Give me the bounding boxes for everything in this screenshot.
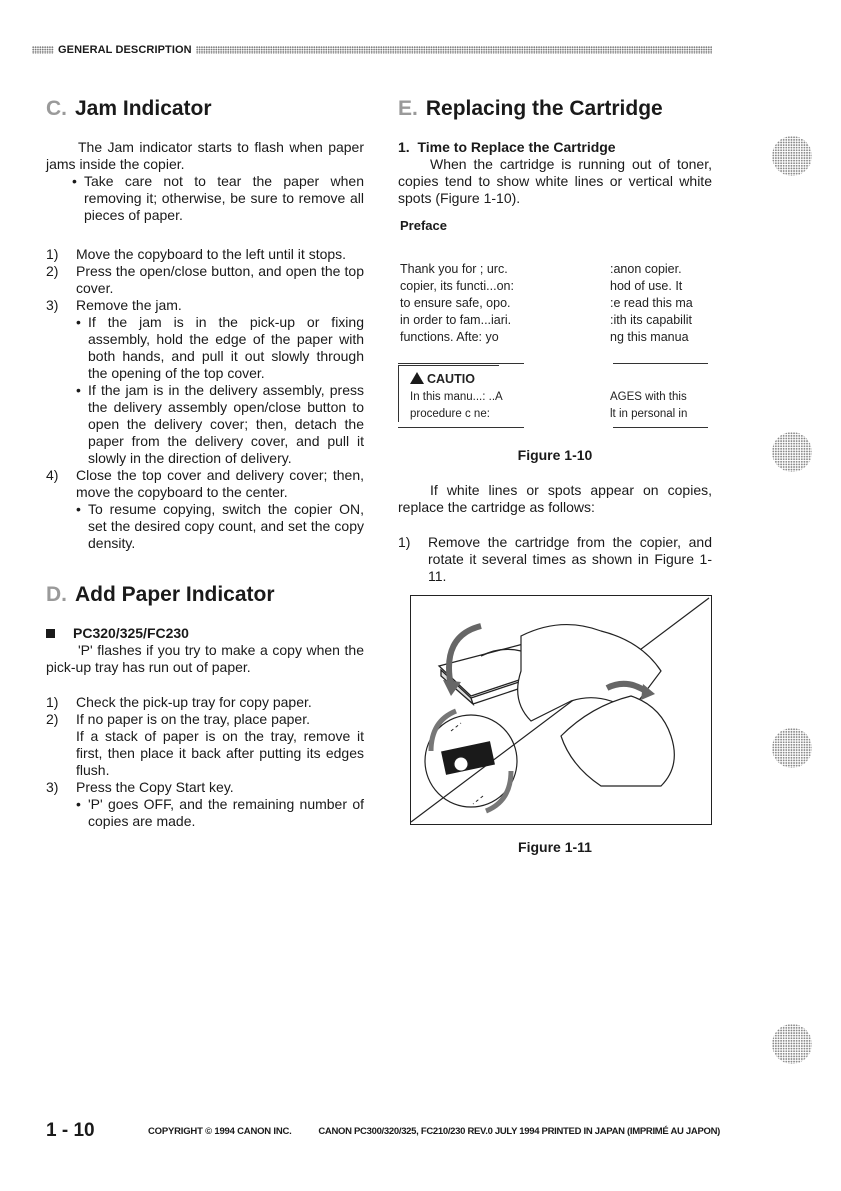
step-bullet-text: If the jam is in the pick-up or fixing assembly, hold the edge of the paper with both hands, and pull it out slowly through the opening of the top cover. bbox=[88, 314, 364, 381]
step-number: 1) bbox=[398, 534, 411, 550]
binder-hole-mark bbox=[772, 136, 812, 176]
figure-text-line: copier, its functi...on: bbox=[400, 279, 514, 293]
step-item bbox=[46, 297, 364, 314]
step-item bbox=[398, 534, 712, 585]
hand-bottom bbox=[561, 696, 674, 786]
binder-hole-mark bbox=[772, 1024, 812, 1064]
left-column bbox=[46, 97, 364, 830]
step-text: Press the open/close button, and open the top cover. bbox=[76, 263, 364, 296]
section-d-steps bbox=[46, 694, 364, 830]
section-c-steps bbox=[46, 246, 364, 552]
step-number: 1) bbox=[46, 246, 59, 262]
section-e-title: Replacing the Cartridge bbox=[425, 97, 663, 120]
figure-1-10-caption: Figure 1-10 bbox=[517, 447, 593, 463]
figure-1-10 bbox=[398, 217, 712, 439]
bullet-dot: • bbox=[76, 501, 81, 517]
figure-text-line: In this manu...: ..A bbox=[410, 391, 503, 403]
figure-1-11-caption: Figure 1-11 bbox=[518, 839, 592, 855]
figure-text-line: functions. Afte: yo bbox=[400, 330, 499, 344]
figure-caution-label bbox=[410, 371, 475, 388]
section-c-heading bbox=[46, 97, 364, 120]
figure-text-line: in order to fam...iari. bbox=[400, 313, 512, 327]
square-bullet-icon bbox=[46, 629, 55, 638]
section-d-letter: D. bbox=[46, 583, 67, 606]
step-item bbox=[46, 246, 364, 263]
step-text: Check the pick-up tray for copy paper. bbox=[76, 694, 312, 710]
step-item bbox=[46, 779, 364, 796]
section-d-heading bbox=[46, 583, 364, 606]
figure-text-line: :anon copier. bbox=[610, 262, 682, 276]
step-text: Close the top cover and delivery cover; then, move the copyboard to the center. bbox=[76, 467, 364, 500]
figure-1-11 bbox=[410, 595, 712, 825]
warning-triangle-icon bbox=[410, 372, 424, 384]
figure-text-line: Thank you for ; urc. bbox=[400, 262, 508, 276]
step-text: Remove the cartridge from the copier, and rotate it several times as shown in Figure 1-11. bbox=[428, 534, 712, 584]
figure-text-line: :ith its capabilit bbox=[610, 313, 692, 327]
bullet-dot: • bbox=[76, 382, 81, 398]
binder-hole-mark bbox=[772, 728, 812, 768]
step-number: 1) bbox=[46, 694, 59, 710]
page-footer bbox=[46, 1120, 726, 1140]
step-continuation: If a stack of paper is on the tray, remove it first, then place it back after putting its edges flush. bbox=[76, 728, 364, 778]
subsection-number: 1. bbox=[398, 139, 410, 155]
header-pattern-left bbox=[32, 46, 54, 54]
step-bullet-text: To resume copying, switch the copier ON, set the desired copy count, and set the copy density. bbox=[88, 501, 364, 551]
step-bullet-text: If the jam is in the delivery assembly, press the delivery assembly open/close button to open the delivery cover; then, detach the paper from the delivery cover, and pull it slowly in the direction of delivery. bbox=[88, 382, 364, 466]
step-bullet bbox=[76, 382, 364, 467]
figure-rule bbox=[398, 427, 524, 428]
section-c-intro: The Jam indicator starts to flash when paper jams inside the copier. bbox=[46, 139, 364, 172]
step-text: Remove the jam. bbox=[76, 297, 182, 313]
section-d-title: Add Paper Indicator bbox=[75, 583, 275, 606]
running-header bbox=[32, 44, 712, 56]
section-e-heading bbox=[398, 97, 712, 120]
step-item bbox=[46, 467, 364, 501]
step-bullet bbox=[76, 501, 364, 552]
figure-text-line: :e read this ma bbox=[610, 296, 693, 310]
section-c-title: Jam Indicator bbox=[75, 97, 212, 120]
section-c-caution-text: Take care not to tear the paper when removing it; otherwise, be sure to remove all pieces of paper. bbox=[84, 173, 364, 223]
step-text: If no paper is on the tray, place paper. bbox=[76, 711, 311, 727]
figure-preface-label: Preface bbox=[400, 218, 447, 233]
step-bullet-text: 'P' goes OFF, and the remaining number of copies are made. bbox=[88, 796, 364, 829]
step-number: 2) bbox=[46, 711, 59, 727]
print-info-text: CANON PC300/320/325, FC210/230 REV.0 JULY 1994 PRINTED IN JAPAN (IMPRIMÉ AU JAPON) bbox=[318, 1126, 720, 1137]
section-d-model bbox=[46, 625, 364, 642]
step-number: 4) bbox=[46, 467, 59, 483]
caution-label-text: CAUTIO bbox=[427, 372, 475, 386]
right-column bbox=[398, 97, 712, 856]
subsection-heading bbox=[398, 139, 712, 156]
step-number: 3) bbox=[46, 297, 59, 313]
step-text: Press the Copy Start key. bbox=[76, 779, 234, 795]
step-item bbox=[46, 711, 364, 728]
figure-text-line: AGES with this bbox=[610, 391, 687, 403]
figure-text-line: procedure c ne: bbox=[410, 408, 490, 420]
figure-text-line: to ensure safe, opo. bbox=[400, 296, 511, 310]
section-d-intro: 'P' flashes if you try to make a copy when the pick-up tray has run out of paper. bbox=[46, 642, 364, 675]
figure-text-line: hod of use. It bbox=[610, 279, 683, 293]
figure-text-line: lt in personal in bbox=[610, 408, 688, 420]
section-e-intro: When the cartridge is running out of toner, copies tend to show white lines or vertical white spots (Figure 1-10). bbox=[398, 156, 712, 206]
bullet-dot: • bbox=[72, 173, 77, 189]
step-item bbox=[46, 694, 364, 711]
figure-rule bbox=[613, 363, 708, 364]
binder-hole-mark bbox=[772, 432, 812, 472]
subsection-title: Time to Replace the Cartridge bbox=[417, 139, 616, 155]
step-item bbox=[46, 263, 364, 297]
model-label: PC320/325/FC230 bbox=[73, 625, 189, 641]
bullet-dot: • bbox=[76, 796, 81, 812]
figure-rule bbox=[398, 363, 524, 364]
section-c-letter: C. bbox=[46, 97, 67, 120]
section-e-letter: E. bbox=[398, 97, 418, 120]
step-bullet bbox=[76, 314, 364, 382]
step-number: 2) bbox=[46, 263, 59, 279]
page-number: 1 - 10 bbox=[46, 1120, 95, 1141]
section-c-caution bbox=[72, 173, 364, 224]
cartridge-rotation-illustration bbox=[411, 596, 711, 824]
figure-rule bbox=[613, 427, 708, 428]
copyright-text: COPYRIGHT © 1994 CANON INC. bbox=[148, 1126, 292, 1137]
step-bullet bbox=[76, 796, 364, 830]
header-pattern-right bbox=[196, 46, 712, 54]
section-e-after: If white lines or spots appear on copies, replace the cartridge as follows: bbox=[398, 482, 712, 515]
figure-text-line: ng this manua bbox=[610, 330, 689, 344]
header-section-label: GENERAL DESCRIPTION bbox=[58, 44, 192, 56]
bullet-dot: • bbox=[76, 314, 81, 330]
step-text: Move the copyboard to the left until it stops. bbox=[76, 246, 347, 262]
step-number: 3) bbox=[46, 779, 59, 795]
